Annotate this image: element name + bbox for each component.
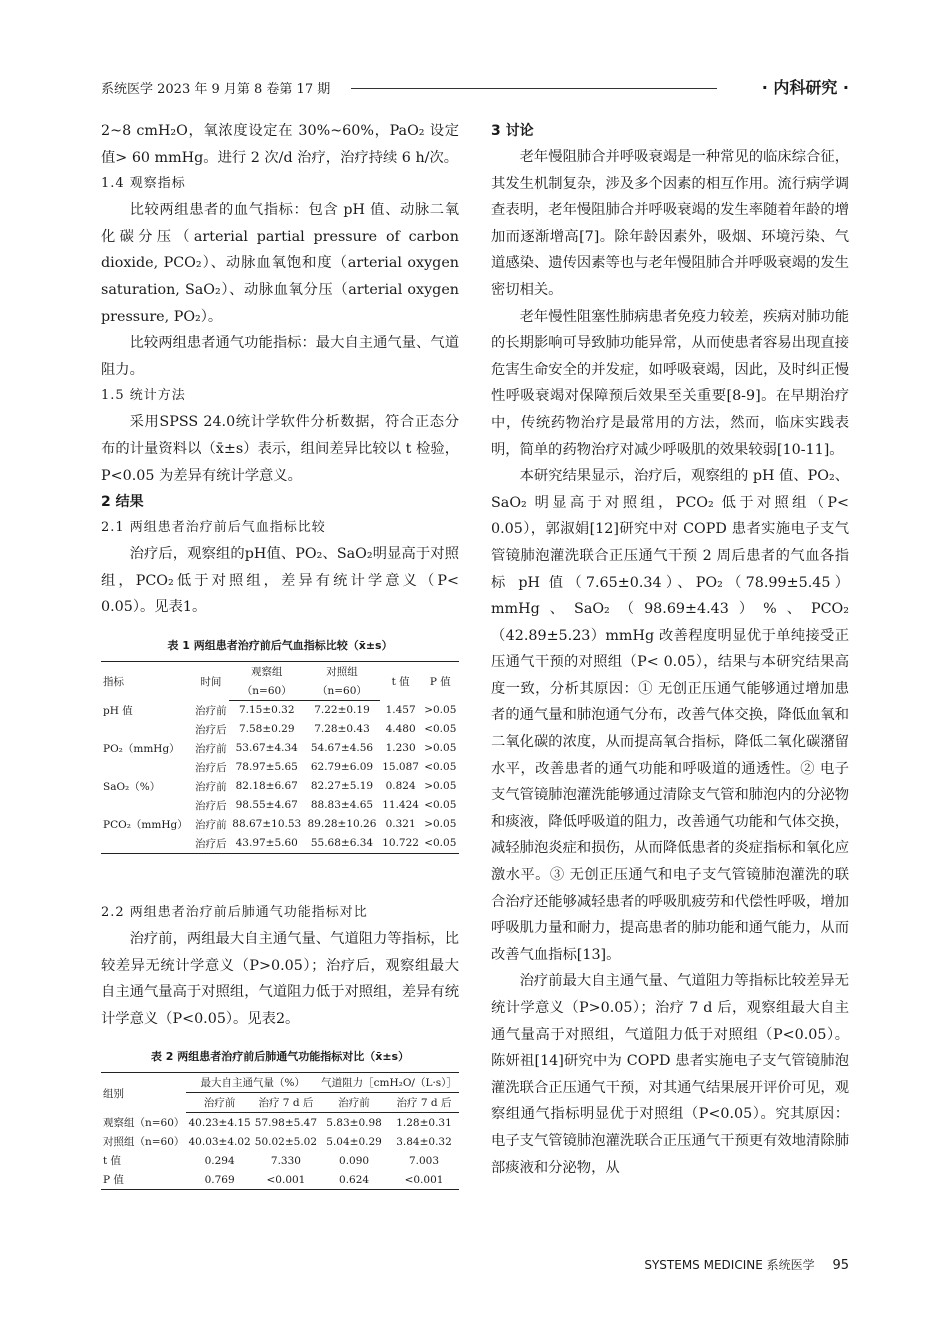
cell: 治疗后 (195, 837, 227, 850)
cell: t 值 (103, 1155, 122, 1168)
table-row (101, 1170, 459, 1190)
section-heading: 2.1 两组患者治疗前后气血指标比较 (101, 520, 326, 536)
table-1 (101, 661, 459, 854)
cell: SaO₂（%） (103, 780, 161, 793)
cell: 10.722 (382, 837, 419, 850)
cell: PCO₂（mmHg） (103, 818, 188, 831)
cell: 40.03±4.02 (188, 1135, 251, 1148)
section-heading: 3 讨论 (491, 123, 534, 139)
cell (101, 758, 193, 777)
cell: 50.02±5.02 (254, 1135, 318, 1148)
table-2 (101, 1072, 459, 1190)
cell: 治疗后 (195, 799, 227, 812)
paragraph: 治疗后，观察组的pH值、PO₂、SaO₂明显高于对照组，PCO₂低于对照组，差异有统计学意义（P< 0.05）。见表1。 (101, 546, 459, 616)
paragraph: 本研究结果显示，治疗后，观察组的 pH 值、PO₂、SaO₂ 明显高于对照组，PCO₂ 低于对照组（P< 0.05），郭淑娟[12]研究中对 COPD 患者实施电子支气管镜肺泡灌洗联合正压通气干预 2 周后患者的气血各指标 pH 值（7.65±0.34）、PO₂（78.99±5.45）mmHg、SaO₂（98.69±4.43）%、PCO₂（42.89±5.23）mmHg 改善程度明显优于单纯接受正压通气干预的对照组（P< 0.05），结果与本研究结果高度一致，分析其原因：① 无创正压通气能够通过增加患者的通气量和肺泡通气分布，改善气体交换，降低血氧和二氧化碳的浓度，从而提高氧合指标，降低二氧化碳潴留水平，改善患者的通气功能和呼吸道的通透性。② 电子支气管镜肺泡灌洗能够通过清除支气管和肺泡内的分泌物和痰液，降低呼吸道的阻力，改善通气功能和气体交换，减轻肺泡炎症和损伤，从而降低患者的炎症指标和氧化应激水平。③ 无创正压通气和电子支气管镜肺泡灌洗的联合治疗还能够减轻患者的呼吸肌疲劳和代偿性呼吸，增加呼吸肌力量和耐力，提高患者的肺功能和通气能力，从而改善气血指标[13]。 (491, 468, 850, 963)
right-column (491, 118, 849, 1181)
cell: 57.98±5.47 (254, 1116, 318, 1129)
cell: 7.22±0.19 (314, 704, 370, 717)
cell: 55.68±6.34 (310, 837, 374, 850)
paragraph: 采用SPSS 24.0统计学软件分析数据，符合正态分布的计量资料以（x̄±s）表示，组间差异比较以 t 检验，P<0.05 为差异有统计学意义。 (101, 414, 459, 484)
cell: 43.97±5.60 (235, 837, 298, 850)
col-header: 治疗前 (319, 1093, 389, 1113)
cell: 0.824 (385, 780, 416, 793)
col-header: 治疗 7 d 后 (389, 1093, 459, 1113)
cell: 7.58±0.29 (238, 723, 295, 736)
cell: 78.97±5.65 (235, 761, 298, 774)
cell: 3.84±0.32 (396, 1135, 452, 1148)
paragraph: 老年慢阻肺合并呼吸衰竭是一种常见的临床综合征，其发生机制复杂，涉及多个因素的相互作用。流行病学调查表明，老年慢阻肺合并呼吸衰竭的发生率随着年龄的增加而逐渐增高[7]。除年龄因素外，吸烟、环境污染、气道感染、遗传因素等也与老年慢阻肺合并呼吸衰竭的发生密切相关。 (491, 149, 849, 298)
cell: >0.05 (424, 780, 457, 793)
col-header: 指标 (103, 675, 124, 688)
cell: 0.090 (339, 1154, 370, 1167)
table-row (101, 739, 459, 758)
cell: <0.05 (424, 761, 457, 774)
page-header (101, 78, 849, 98)
cell: 治疗前 (195, 742, 227, 755)
cell: 88.83±4.65 (310, 799, 374, 812)
cell: 4.480 (385, 723, 416, 736)
table-row (101, 758, 459, 777)
col-header: 治疗前 (186, 1093, 252, 1113)
cell: <0.001 (404, 1173, 444, 1186)
col-header: 组别 (103, 1087, 124, 1100)
page-footer (644, 1256, 849, 1273)
col-header: 时间 (200, 675, 222, 688)
col-header: 对照组 (326, 665, 358, 678)
cell: 53.67±4.34 (235, 742, 298, 755)
cell: 7.003 (408, 1154, 440, 1167)
cell: 89.28±10.26 (307, 818, 377, 831)
table-row (101, 1132, 459, 1151)
cell: <0.001 (266, 1173, 306, 1186)
journal-issue: 系统医学 2023 年 9 月第 8 卷第 17 期 (101, 82, 331, 97)
cell: 对照组（n=60） (103, 1136, 185, 1149)
cell: 5.04±0.29 (326, 1135, 382, 1148)
table-caption: 表 1 两组患者治疗前后气血指标比较（x̄±s） (167, 638, 393, 652)
section-heading: 1.4 观察指标 (101, 176, 186, 192)
cell: PO₂（mmHg） (103, 742, 180, 755)
cell: 观察组（n=60） (103, 1117, 185, 1130)
cell: 98.55±4.67 (235, 799, 298, 812)
section-name: · 内科研究 · (761, 78, 849, 97)
cell (101, 834, 193, 854)
cell: >0.05 (424, 818, 457, 831)
table-row (101, 834, 459, 854)
col-header: （n=60） (304, 681, 379, 701)
cell: pH 值 (103, 704, 133, 717)
cell: 1.457 (385, 704, 416, 717)
cell: 治疗前 (195, 818, 227, 831)
cell (101, 796, 193, 815)
cell: >0.05 (424, 742, 457, 755)
col-header: 最大自主通气量（%） (186, 1073, 319, 1093)
table-row (101, 1113, 459, 1133)
cell: 治疗前 (195, 780, 227, 793)
cell: 88.67±10.53 (232, 818, 302, 831)
cell: 11.424 (382, 799, 419, 812)
table-row (101, 796, 459, 815)
section-heading: 1.5 统计方法 (101, 388, 186, 404)
paragraph: 2~8 cmH₂O，氧浓度设定在 30%~60%，PaO₂ 设定值> 60 mmHg。进行 2 次/d 治疗，治疗持续 6 h/次。 (101, 123, 459, 166)
cell: 5.83±0.98 (326, 1116, 382, 1129)
cell: 82.18±6.67 (235, 780, 298, 793)
cell: 0.321 (385, 818, 416, 831)
table-caption: 表 2 两组患者治疗前后肺通气功能指标对比（x̄±s） (150, 1050, 410, 1064)
cell: 7.330 (270, 1154, 301, 1167)
table-row (101, 815, 459, 834)
paragraph: 比较两组患者的血气指标：包含 pH 值、动脉二氧化碳分压（arterial partial pressure of carbon dioxide, PCO₂）、动脉血氧饱和度（arterial oxygen saturation, SaO₂）、动脉血氧分压（arterial oxygen pressure, PO₂）。 (101, 202, 459, 325)
section-heading: 2 结果 (101, 494, 144, 511)
cell: 82.27±5.19 (310, 780, 374, 793)
journal-name: SYSTEMS MEDICINE 系统医学 (644, 1258, 815, 1272)
section-heading: 2.2 两组患者治疗前后肺通气功能指标对比 (101, 904, 368, 920)
cell: 治疗前 (195, 704, 227, 717)
cell: <0.05 (424, 723, 457, 736)
cell: 0.769 (204, 1173, 235, 1186)
table-row (101, 1151, 459, 1170)
paragraph: 治疗前，两组最大自主通气量、气道阻力等指标，比较差异无统计学意义（P>0.05）；治疗后，观察组最大自主通气量高于对照组，气道阻力低于对照组，差异有统计学意义（P<0.05）。见表2。 (101, 930, 459, 1027)
col-header: P 值 (429, 675, 451, 688)
cell (101, 720, 193, 739)
col-header: （n=60） (229, 681, 304, 701)
cell: 54.67±4.56 (310, 742, 374, 755)
cell: <0.05 (424, 799, 457, 812)
col-header: 治疗 7 d 后 (253, 1093, 319, 1113)
cell: 1.230 (385, 742, 416, 755)
cell: >0.05 (424, 704, 457, 717)
cell: 治疗后 (195, 723, 227, 736)
table-row (101, 700, 459, 720)
cell: P 值 (103, 1174, 124, 1187)
paragraph: 老年慢性阻塞性肺病患者免疫力较差，疾病对肺功能的长期影响可导致肺功能异常，从而使患者容易出现直接危害生命安全的并发症，如呼吸衰竭，因此，及时纠正慢性呼吸衰竭对保障预后效果至关重要[8-9]。在早期治疗中，传统药物治疗是最常用的方法，然而，临床实践表明，简单的药物治疗对减少呼吸肌的效果较弱[10-11]。 (491, 308, 849, 458)
cell: 7.28±0.43 (314, 723, 370, 736)
page-number: 95 (832, 1258, 849, 1273)
header-rule (351, 88, 717, 89)
table-row (101, 777, 459, 796)
cell: 15.087 (382, 761, 419, 774)
cell: 62.79±6.09 (310, 761, 374, 774)
col-header: 气道阻力［cmH₂O/（L·s）］ (319, 1073, 459, 1093)
col-header: 观察组 (251, 665, 283, 678)
cell: 0.294 (204, 1154, 235, 1167)
cell: <0.05 (424, 837, 457, 850)
cell: 7.15±0.32 (238, 704, 295, 717)
left-column (101, 118, 459, 1190)
paragraph: 治疗前最大自主通气量、气道阻力等指标比较差异无统计学意义（P>0.05）；治疗 7 d 后，观察组最大自主通气量高于对照组，气道阻力低于对照组（P<0.05）。陈妍祖[14]研究中为 COPD 患者实施电子支气管镜肺泡灌洗联合正压通气干预，对其通气结果展开评价可见，观察组通气指标明显优于对照组（P<0.05）。究其原因：电子支气管镜肺泡灌洗联合正压通气干预更有效地清除肺部痰液和分泌物，从 (491, 973, 849, 1176)
col-header: t 值 (391, 675, 410, 688)
cell: 0.624 (339, 1173, 370, 1186)
cell: 40.23±4.15 (188, 1116, 251, 1129)
cell: 1.28±0.31 (396, 1116, 452, 1129)
paragraph: 比较两组患者通气功能指标：最大自主通气量、气道阻力。 (101, 335, 459, 378)
table-row (101, 720, 459, 739)
cell: 治疗后 (195, 761, 227, 774)
